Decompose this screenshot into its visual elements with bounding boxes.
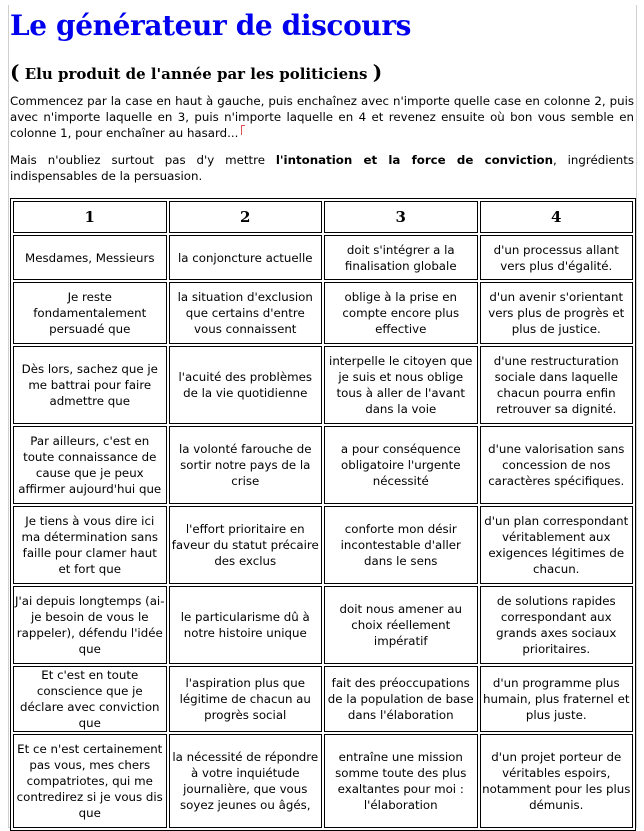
intro-paragraph-2-before: Mais n'oubliez surtout pas d'y mettre xyxy=(10,153,276,167)
column-header-4: 4 xyxy=(480,201,634,233)
subtitle-close-paren: ) xyxy=(372,60,383,84)
intro-paragraph-2-after: , ingrédients indispensables de la persuasion. xyxy=(10,153,634,183)
subtitle-open-paren: ( xyxy=(10,60,20,84)
table-cell: d'une valorisation sans concession de nos caractères spécifiques. xyxy=(480,426,634,504)
table-cell: fait des préoccupations de la population de base dans l'élaboration xyxy=(324,666,478,732)
intro-paragraph-2 xyxy=(10,152,634,184)
table-row xyxy=(13,734,633,828)
table-header-row xyxy=(13,201,633,233)
intro-paragraph-1 xyxy=(10,93,634,141)
table-cell: conforte mon désir incontestable d'aller dans le sens xyxy=(324,506,478,584)
table-row xyxy=(13,346,633,424)
table-cell: Dès lors, sachez que je me battrai pour faire admettre que xyxy=(13,346,167,424)
page-title: Le générateur de discours xyxy=(10,9,412,42)
table-cell: d'un programme plus humain, plus fraternel et plus juste. xyxy=(480,666,634,732)
frame-right-border xyxy=(636,5,637,827)
table-cell: d'un projet porteur de véritables espoirs, notamment pour les plus démunis. xyxy=(480,734,634,828)
column-header-2: 2 xyxy=(169,201,323,233)
intro-paragraph-1-text: Commencez par la case en haut à gauche, puis enchaînez avec n'importe quelle case en colonne 2, puis avec n'importe laquelle en 3, puis n'importe laquelle en 4 et revenez ensuite où bon vous semble en colonne 1, pour enchaîner au hasard... xyxy=(10,94,634,140)
table-cell: l'acuité des problèmes de la vie quotidienne xyxy=(169,346,323,424)
table-cell: la nécessité de répondre à votre inquiétude journalière, que vous soyez jeunes ou âgés, xyxy=(169,734,323,828)
table-cell: l'aspiration plus que légitime de chacun au progrès social xyxy=(169,666,323,732)
table-cell: Je reste fondamentalement persuadé que xyxy=(13,282,167,344)
table-cell: Et ce n'est certainement pas vous, mes chers compatriotes, qui me contredirez si je vous dis que xyxy=(13,734,167,828)
intro-paragraph-2-bold: l'intonation et la force de conviction xyxy=(275,153,553,167)
table-cell: oblige à la prise en compte encore plus effective xyxy=(324,282,478,344)
table-row xyxy=(13,426,633,504)
table-cell: de solutions rapides correspondant aux grands axes sociaux prioritaires. xyxy=(480,586,634,664)
page-subtitle xyxy=(10,59,382,87)
table-row xyxy=(13,506,633,584)
table-cell: d'une restructuration sociale dans laquelle chacun pourra enfin retrouver sa dignité. xyxy=(480,346,634,424)
column-header-1: 1 xyxy=(13,201,167,233)
table-cell: le particularisme dû à notre histoire unique xyxy=(169,586,323,664)
table-row xyxy=(13,666,633,732)
table-cell: Mesdames, Messieurs xyxy=(13,235,167,280)
text-cursor-icon xyxy=(241,125,245,135)
column-header-3: 3 xyxy=(324,201,478,233)
table-cell: Et c'est en toute conscience que je déclare avec conviction que xyxy=(13,666,167,732)
table-row xyxy=(13,282,633,344)
table-cell: l'effort prioritaire en faveur du statut précaire des exclus xyxy=(169,506,323,584)
table-cell: la volonté farouche de sortir notre pays de la crise xyxy=(169,426,323,504)
subtitle-text: Elu produit de l'année par les politiciens xyxy=(19,65,373,83)
table-row xyxy=(13,235,633,280)
table-cell: d'un plan correspondant véritablement aux exigences légitimes de chacun. xyxy=(480,506,634,584)
table-cell: J'ai depuis longtemps (ai-je besoin de vous le rappeler), défendu l'idée que xyxy=(13,586,167,664)
table-cell: a pour conséquence obligatoire l'urgente nécessité xyxy=(324,426,478,504)
table-row xyxy=(13,586,633,664)
table-cell: doit nous amener au choix réellement impératif xyxy=(324,586,478,664)
table-cell: d'un processus allant vers plus d'égalité. xyxy=(480,235,634,280)
table-cell: d'un avenir s'orientant vers plus de progrès et plus de justice. xyxy=(480,282,634,344)
table-cell: la conjoncture actuelle xyxy=(169,235,323,280)
table-cell: interpelle le citoyen que je suis et nous oblige tous à aller de l'avant dans la voie xyxy=(324,346,478,424)
table-cell: Je tiens à vous dire ici ma détermination sans faille pour clamer haut et fort que xyxy=(13,506,167,584)
table-cell: la situation d'exclusion que certains d'entre vous connaissent xyxy=(169,282,323,344)
frame-left-border xyxy=(8,5,9,827)
table-cell: entraîne une mission somme toute des plus exaltantes pour moi : l'élaboration xyxy=(324,734,478,828)
table-cell: Par ailleurs, c'est en toute connaissance de cause que je peux affirmer aujourd'hui que xyxy=(13,426,167,504)
table-cell: doit s'intégrer a la finalisation globale xyxy=(324,235,478,280)
speech-generator-table xyxy=(10,198,636,831)
